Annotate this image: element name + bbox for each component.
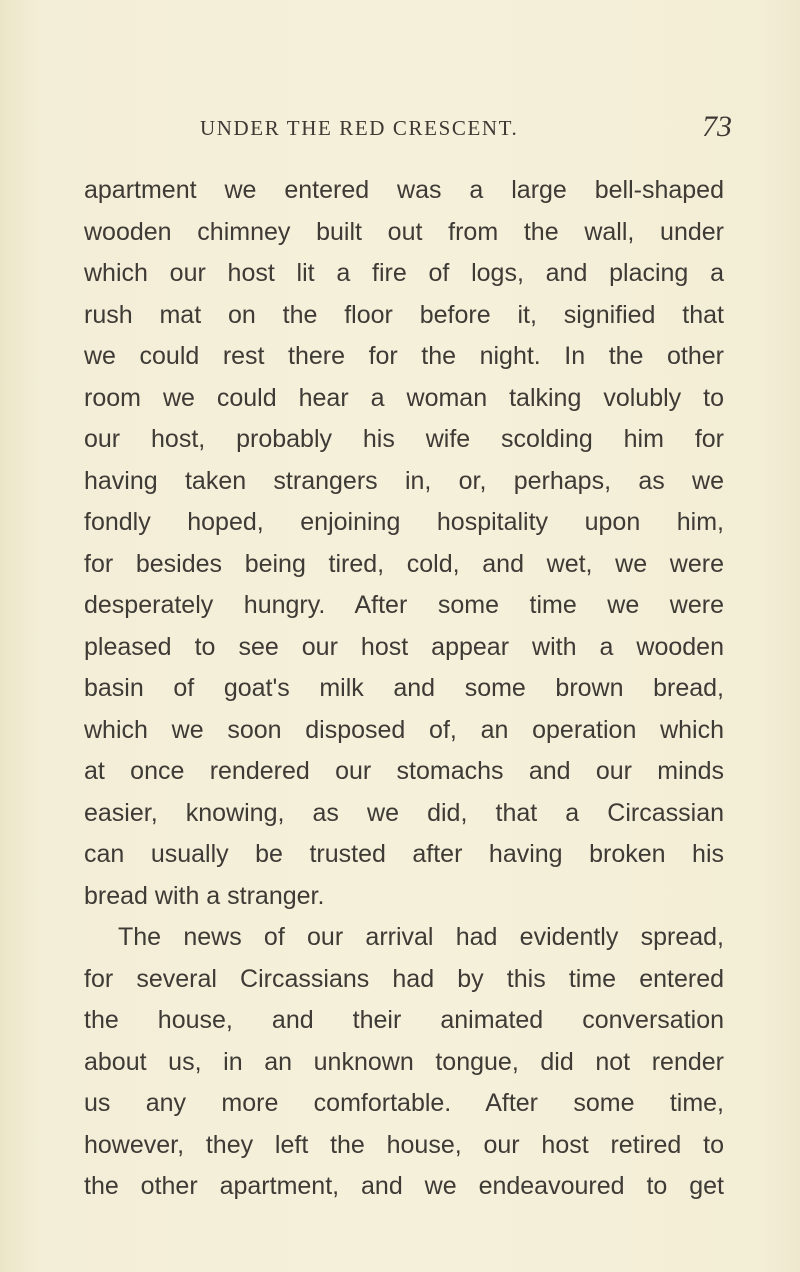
running-head xyxy=(0,110,800,156)
text-line: The news of our arrival had evidently spread, xyxy=(118,923,724,951)
text-line: which our host lit a fire of logs, and placing a xyxy=(84,259,724,287)
text-line: can usually be trusted after having broken his xyxy=(84,840,724,868)
body-text xyxy=(84,170,724,1208)
text-line: fondly hoped, enjoining hospitality upon him, xyxy=(84,508,724,536)
text-line: at once rendered our stomachs and our minds xyxy=(84,757,724,785)
running-title: UNDER THE RED CRESCENT. xyxy=(200,116,519,140)
text-line: the other apartment, and we endeavoured to get xyxy=(84,1172,724,1200)
text-line: easier, knowing, as we did, that a Circassian xyxy=(84,798,724,827)
text-line: the house, and their animated conversation xyxy=(84,1006,724,1034)
text-line: apartment we entered was a large bell-shaped xyxy=(84,176,724,204)
text-line: for besides being tired, cold, and wet, we were xyxy=(84,549,724,578)
text-line: wooden chimney built out from the wall, under xyxy=(84,217,724,246)
text-line: about us, in an unknown tongue, did not render xyxy=(84,1047,724,1076)
text-line: bread with a stranger. xyxy=(84,881,325,910)
text-line: having taken strangers in, or, perhaps, as we xyxy=(84,466,724,495)
paragraph-1 xyxy=(84,170,724,917)
text-line: desperately hungry. After some time we were xyxy=(84,591,724,619)
page-number: 73 xyxy=(702,110,732,143)
text-line: room we could hear a woman talking volubly to xyxy=(84,383,724,412)
text-line: we could rest there for the night. In the other xyxy=(84,342,724,370)
paragraph-2 xyxy=(84,917,724,1208)
text-line: basin of goat's milk and some brown bread, xyxy=(84,674,724,702)
text-line: pleased to see our host appear with a wooden xyxy=(84,632,724,661)
text-line: for several Circassians had by this time entered xyxy=(84,964,724,993)
text-line: however, they left the house, our host retired to xyxy=(84,1130,724,1159)
text-line: rush mat on the floor before it, signified that xyxy=(84,300,724,329)
text-line: us any more comfortable. After some time, xyxy=(84,1089,724,1117)
text-line: which we soon disposed of, an operation which xyxy=(84,715,724,744)
text-line: our host, probably his wife scolding him for xyxy=(84,425,724,453)
